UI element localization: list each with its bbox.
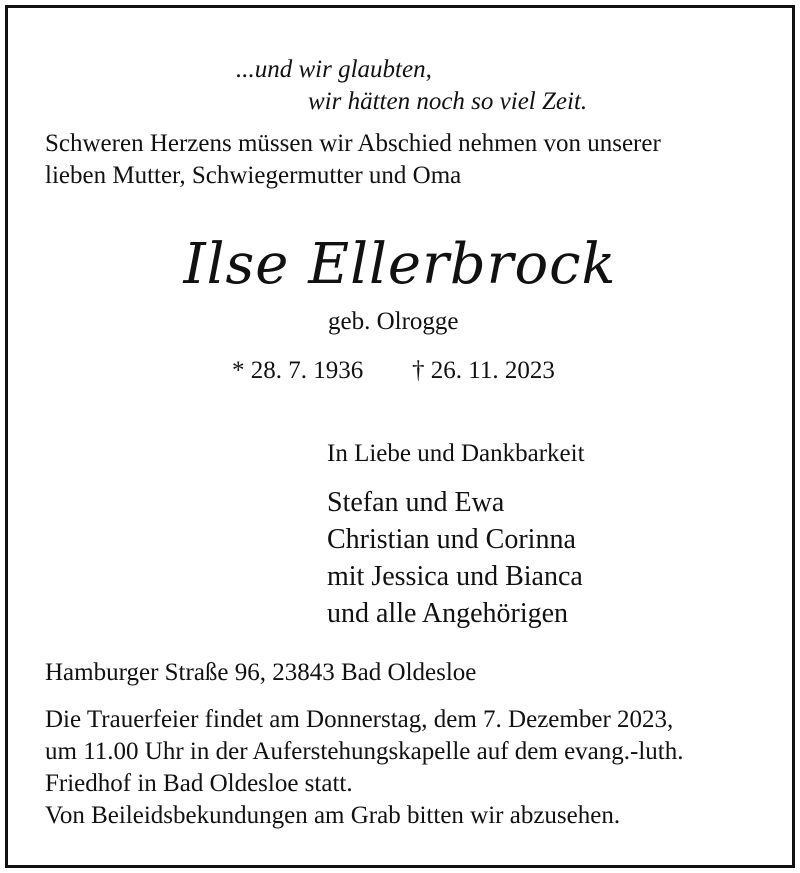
funeral-line-3: Friedhof in Bad Oldesloe statt. bbox=[45, 770, 353, 797]
deceased-name: Ilse Ellerbrock bbox=[183, 232, 617, 297]
mourner-line: Christian und Corinna bbox=[327, 524, 576, 555]
intro-line-2: lieben Mutter, Schwiegermutter und Oma bbox=[45, 162, 462, 189]
obituary-notice bbox=[5, 5, 795, 868]
birth-date: * 28. 7. 1936 bbox=[232, 357, 364, 384]
motto-line-2: wir hätten noch so viel Zeit. bbox=[308, 88, 588, 115]
mourner-line: mit Jessica und Bianca bbox=[327, 561, 583, 592]
mourner-line: Stefan und Ewa bbox=[327, 487, 505, 518]
address: Hamburger Straße 96, 23843 Bad Oldesloe bbox=[45, 659, 477, 686]
death-date: † 26. 11. 2023 bbox=[412, 357, 555, 384]
intro-line-1: Schweren Herzens müssen wir Abschied nehmen von unserer bbox=[45, 130, 661, 157]
motto-line-1: ...und wir glaubten, bbox=[236, 56, 432, 83]
mourner-line: und alle Angehörigen bbox=[327, 598, 569, 629]
funeral-line-2: um 11.00 Uhr in der Auferstehungskapelle auf dem evang.-luth. bbox=[45, 738, 684, 765]
funeral-line-1: Die Trauerfeier findet am Donnerstag, dem 7. Dezember 2023, bbox=[45, 706, 674, 733]
mourners-heading: In Liebe und Dankbarkeit bbox=[327, 440, 585, 467]
funeral-line-4: Von Beileidsbekundungen am Grab bitten wir abzusehen. bbox=[45, 802, 621, 829]
maiden-name: geb. Olrogge bbox=[328, 308, 459, 335]
